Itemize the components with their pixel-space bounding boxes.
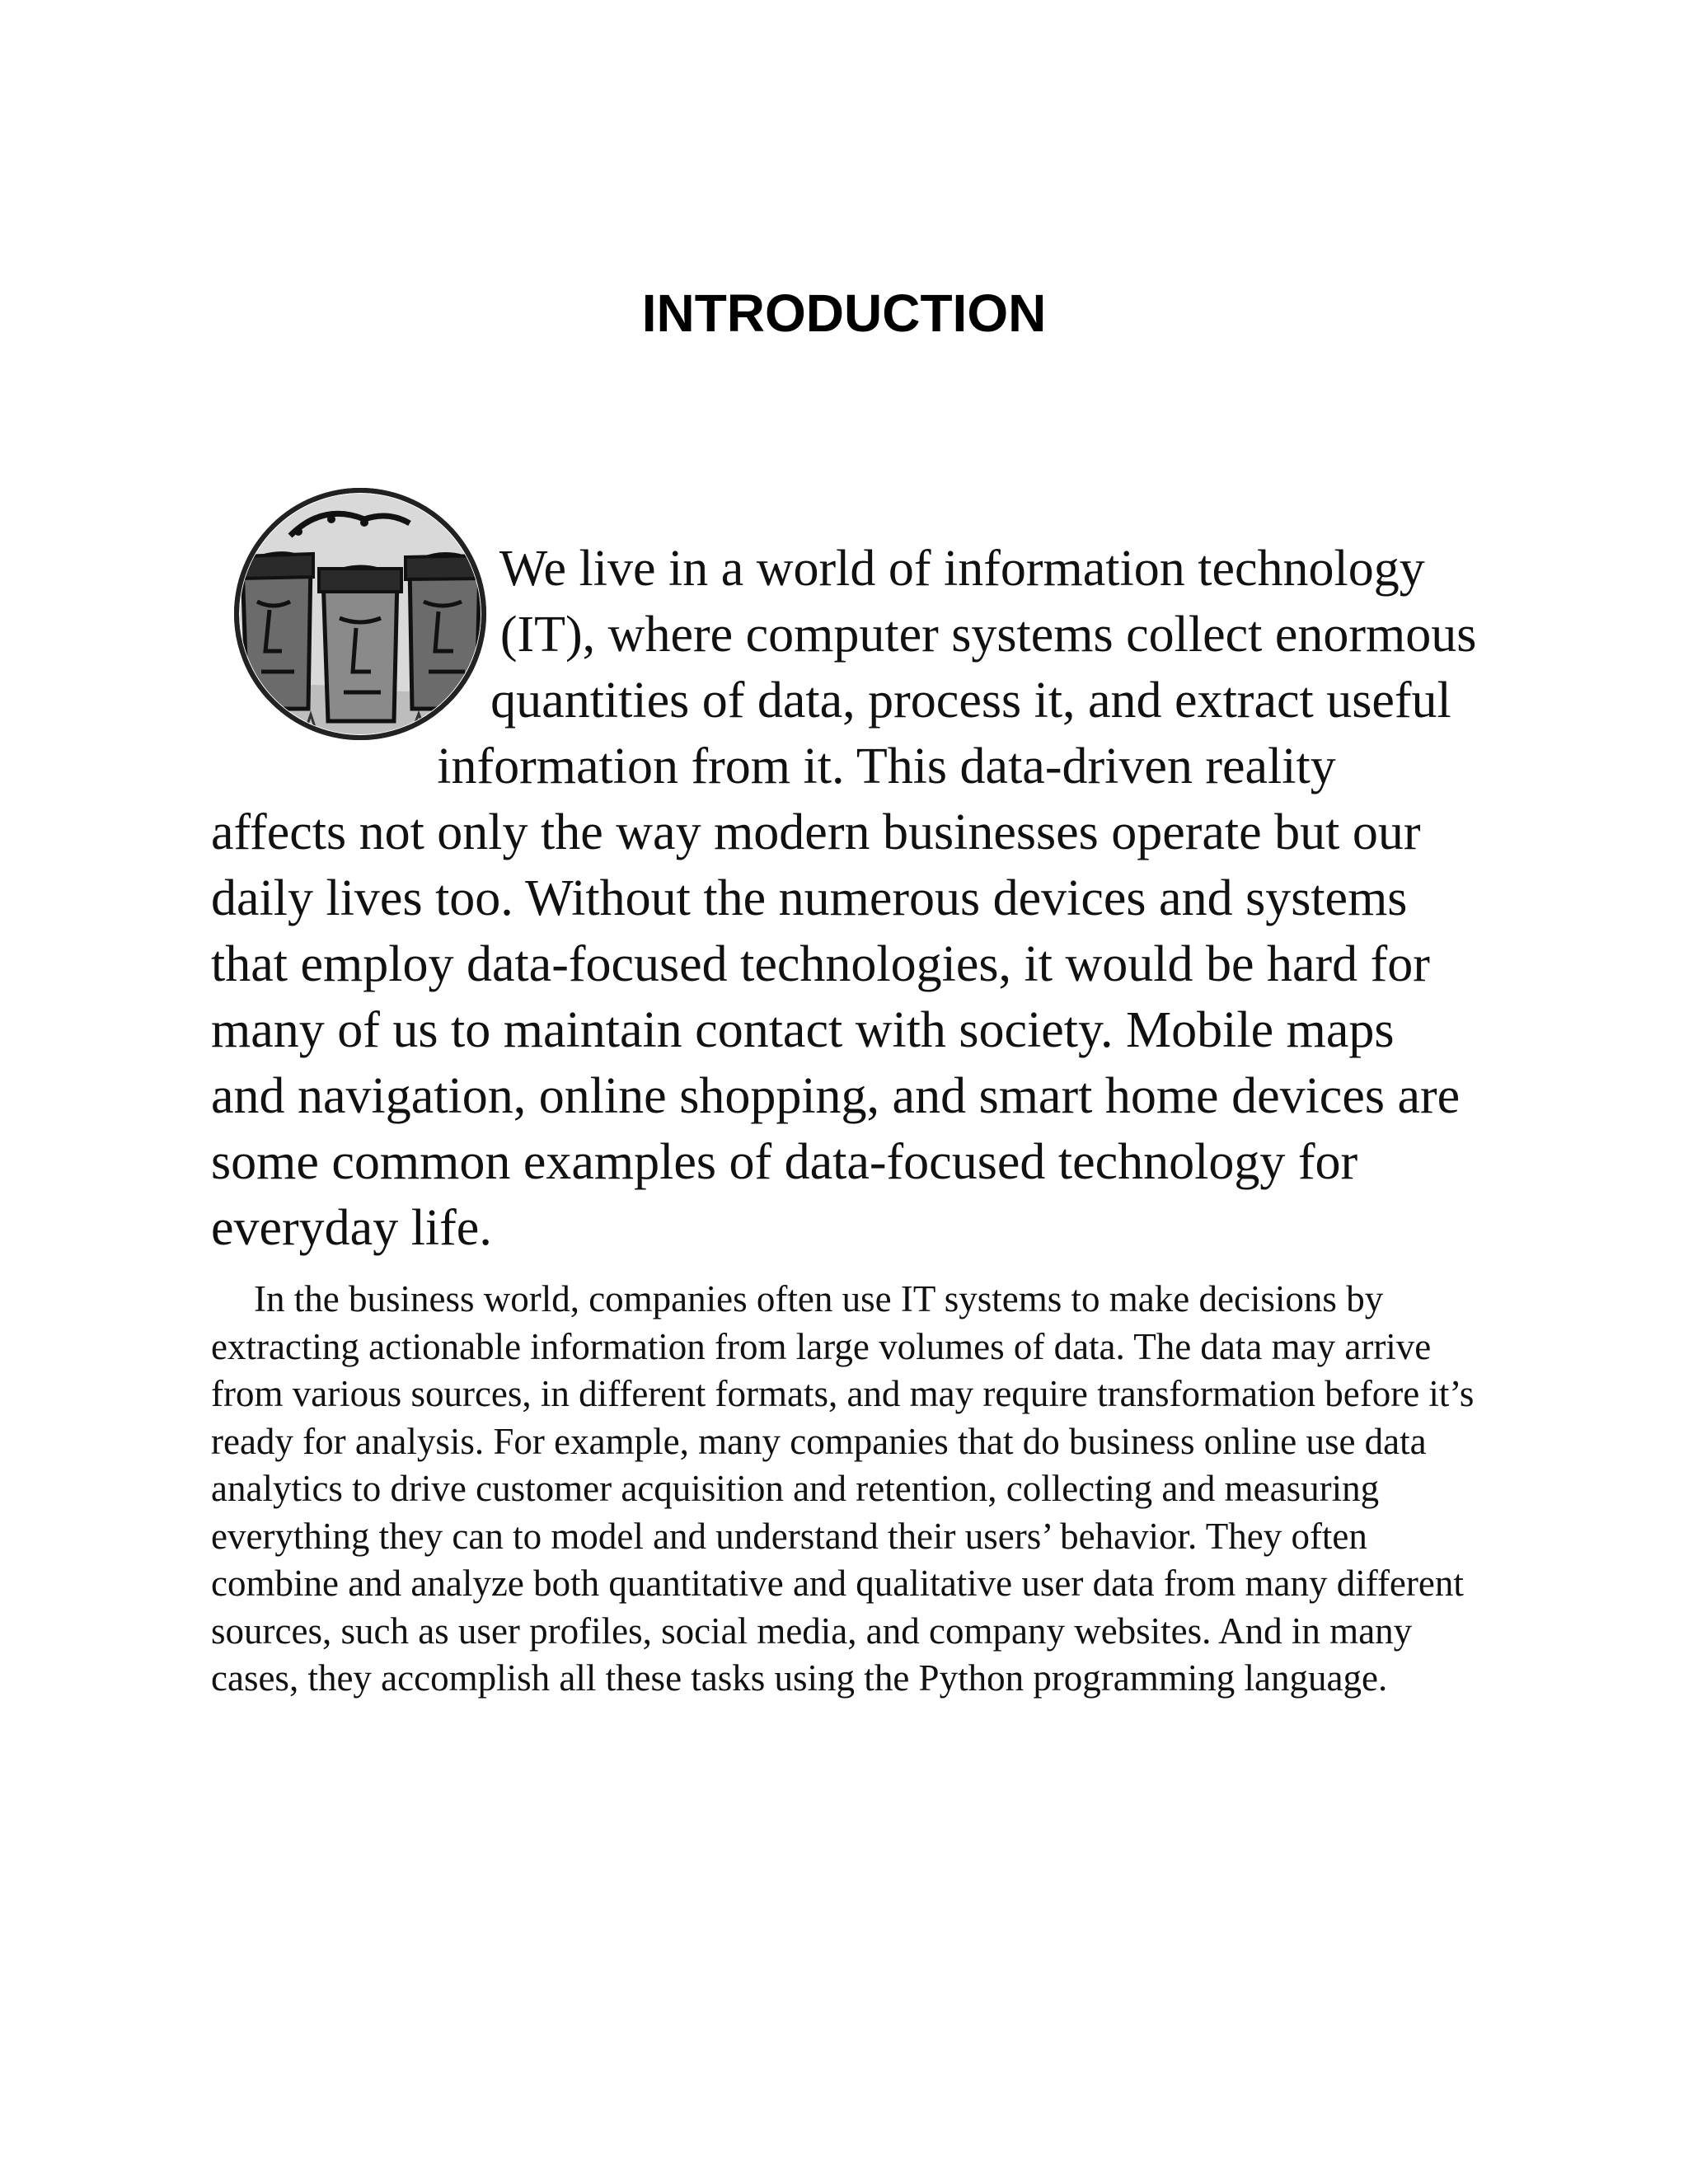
opening-paragraph: We live in a world of information technology (IT), where computer systems collect enormous quantities of data, process it, and extract useful information from it. This data-driven reality affects not only the way modern businesses operate but our daily lives too. Without the numerous devices and systems that employ data-focused technologies, it would be hard for many of us to maintain contact with society. Mobile maps and navigation, online shopping, and smart home devices are some common examples of data-focused technology for everyday life. <box>211 541 1477 1256</box>
chapter-title: INTRODUCTION <box>641 284 1047 343</box>
stone-heads-illustration-icon <box>232 486 488 742</box>
body-paragraph: In the business world, companies often use IT systems to make decisions by extracting actionable information from large volumes of data. The data may arrive from various sources, in different formats, and may require transformation before it’s ready for analysis. For example, many companies that do business online use data analytics to drive customer acquisition and retention, collecting and measuring everything they can to model and understand their users’ behavior. They often combine and analyze both quantitative and qualitative user data from many different sources, such as user profiles, social media, and company websites. And in many cases, they accomplish all these tasks using the Python programming language. <box>211 1278 1475 1699</box>
chapter-body <box>211 486 1480 1703</box>
